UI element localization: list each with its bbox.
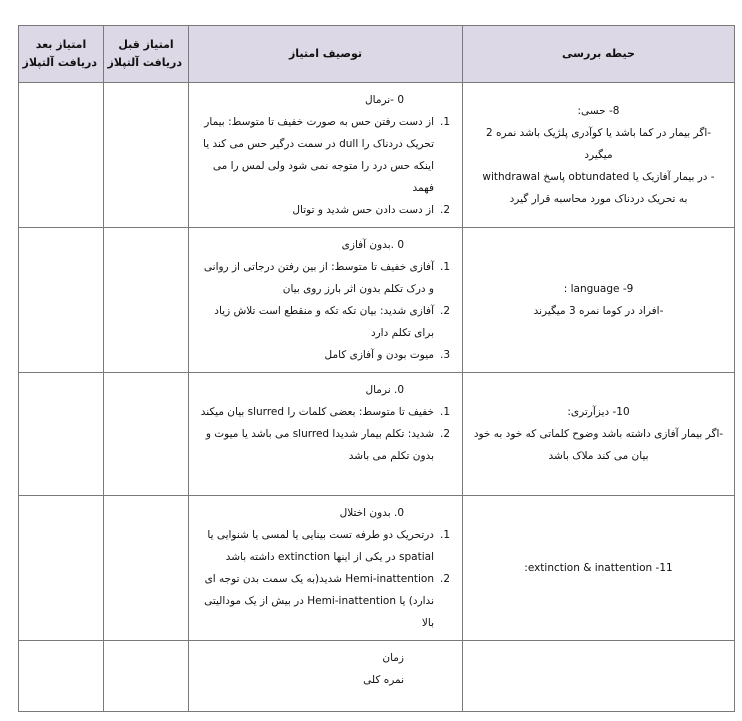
score-item: از دست رفتن حس به صورت خفیف تا متوسط: بیمار تحریک دردناک را dull در سمت درگیر حس می کند یا اینکه حس درد را متوجه نمی شود ولی لمس را می فهمد <box>203 116 434 194</box>
header-score-after <box>19 26 104 83</box>
score-after-cell[interactable] <box>19 83 104 228</box>
score-zero-label: 0 .بدون آفازی <box>341 239 404 251</box>
score-item: آفازی شدید: بیان تکه تکه و منقطع است تلاش زیاد برای تکلم دارد <box>214 305 434 339</box>
score-after-cell[interactable] <box>19 228 104 373</box>
domain-note: به تحریک دردناک مورد محاسبه قرار گیرد <box>509 193 688 205</box>
score-zero-label: 0. نرمال <box>365 384 404 396</box>
score-after-cell[interactable] <box>19 641 104 712</box>
total-score-label: نمره کلی <box>363 674 404 686</box>
time-label: زمان <box>382 652 404 664</box>
score-before-cell[interactable] <box>104 496 189 641</box>
domain-note: -اگر بیمار آفازی داشته باشد وضوح کلماتی که خود به خود بیان می کند ملاک باشد <box>473 428 724 462</box>
score-item: آفازی خفیف تا متوسط: از بین رفتن درجاتی از روانی و درک تکلم بدون اثر بارز روی بیان <box>203 261 434 295</box>
table-row <box>19 228 735 373</box>
score-after-cell[interactable] <box>19 496 104 641</box>
domain-title: 11- extinction & inattention: <box>524 562 673 574</box>
nihss-scoring-table <box>18 25 735 712</box>
domain-cell-extinction <box>463 496 735 641</box>
domain-cell-empty <box>463 641 735 712</box>
score-zero-label: 0 -نرمال <box>365 94 404 106</box>
header-score-after-line1: امتیاز بعد <box>35 38 87 51</box>
nihss-table-container <box>18 25 734 712</box>
domain-note: - در بیمار آفازیک یا obtundated پاسخ withdrawal <box>482 171 715 183</box>
header-score-before-line1: امتیاز قبل <box>118 38 174 51</box>
domain-cell-sensory <box>463 83 735 228</box>
score-after-cell[interactable] <box>19 373 104 496</box>
table-row <box>19 83 735 228</box>
score-list <box>197 401 450 467</box>
score-before-cell[interactable] <box>104 373 189 496</box>
score-item: از دست دادن حس شدید و توتال <box>292 204 434 216</box>
header-score-before-line2: دریافت آلتپلاز <box>107 56 182 69</box>
score-item: درتحریک دو طرفه تست بینایی یا لمسی یا شنوایی یا spatial در یکی از اینها extinction داشته باشد <box>207 529 434 563</box>
score-list <box>197 524 450 634</box>
header-score-before <box>104 26 189 83</box>
description-cell-extinction <box>189 496 463 641</box>
score-zero-label: 0. بدون اختلال <box>339 507 404 519</box>
domain-cell-dysarthria <box>463 373 735 496</box>
score-list <box>197 256 450 366</box>
score-item: Hemi-inattention شدید(به یک سمت بدن توجه ای ندارد) یا Hemi-inattention در بیش از یک مودالیتی بالا <box>204 573 434 629</box>
score-before-cell[interactable] <box>104 641 189 712</box>
domain-note: -افراد در کوما نمره 3 میگیرند <box>533 305 664 317</box>
description-cell-sensory <box>189 83 463 228</box>
description-cell-language <box>189 228 463 373</box>
domain-title: 8- حسی: <box>577 105 620 117</box>
score-before-cell[interactable] <box>104 228 189 373</box>
score-list <box>197 111 450 221</box>
table-row <box>19 373 735 496</box>
score-item: خفیف تا متوسط: بعضی کلمات را slurred بیان میکند <box>200 406 434 418</box>
header-row <box>19 26 735 83</box>
description-cell-dysarthria <box>189 373 463 496</box>
table-row <box>19 496 735 641</box>
score-item: شدید: تکلم بیمار شدیدا slurred می باشد یا میوت و بدون تکلم می باشد <box>205 428 434 462</box>
domain-cell-language <box>463 228 735 373</box>
domain-title: 10- دیزآرتری: <box>567 406 630 418</box>
domain-note: -اگر بیمار در کما باشد یا کوآدری پلژیک باشد نمره 2 میگیرد <box>485 127 712 161</box>
domain-title: language -9 : <box>563 283 634 295</box>
table-row <box>19 641 735 712</box>
header-description: توصیف امتیاز <box>189 26 463 83</box>
header-domain: حیطه بررسی <box>463 26 735 83</box>
header-score-after-line2: دریافت آلتپلاز <box>22 56 97 69</box>
score-before-cell[interactable] <box>104 83 189 228</box>
description-cell-summary <box>189 641 463 712</box>
score-item: میوت بودن و آفازی کامل <box>324 349 434 361</box>
